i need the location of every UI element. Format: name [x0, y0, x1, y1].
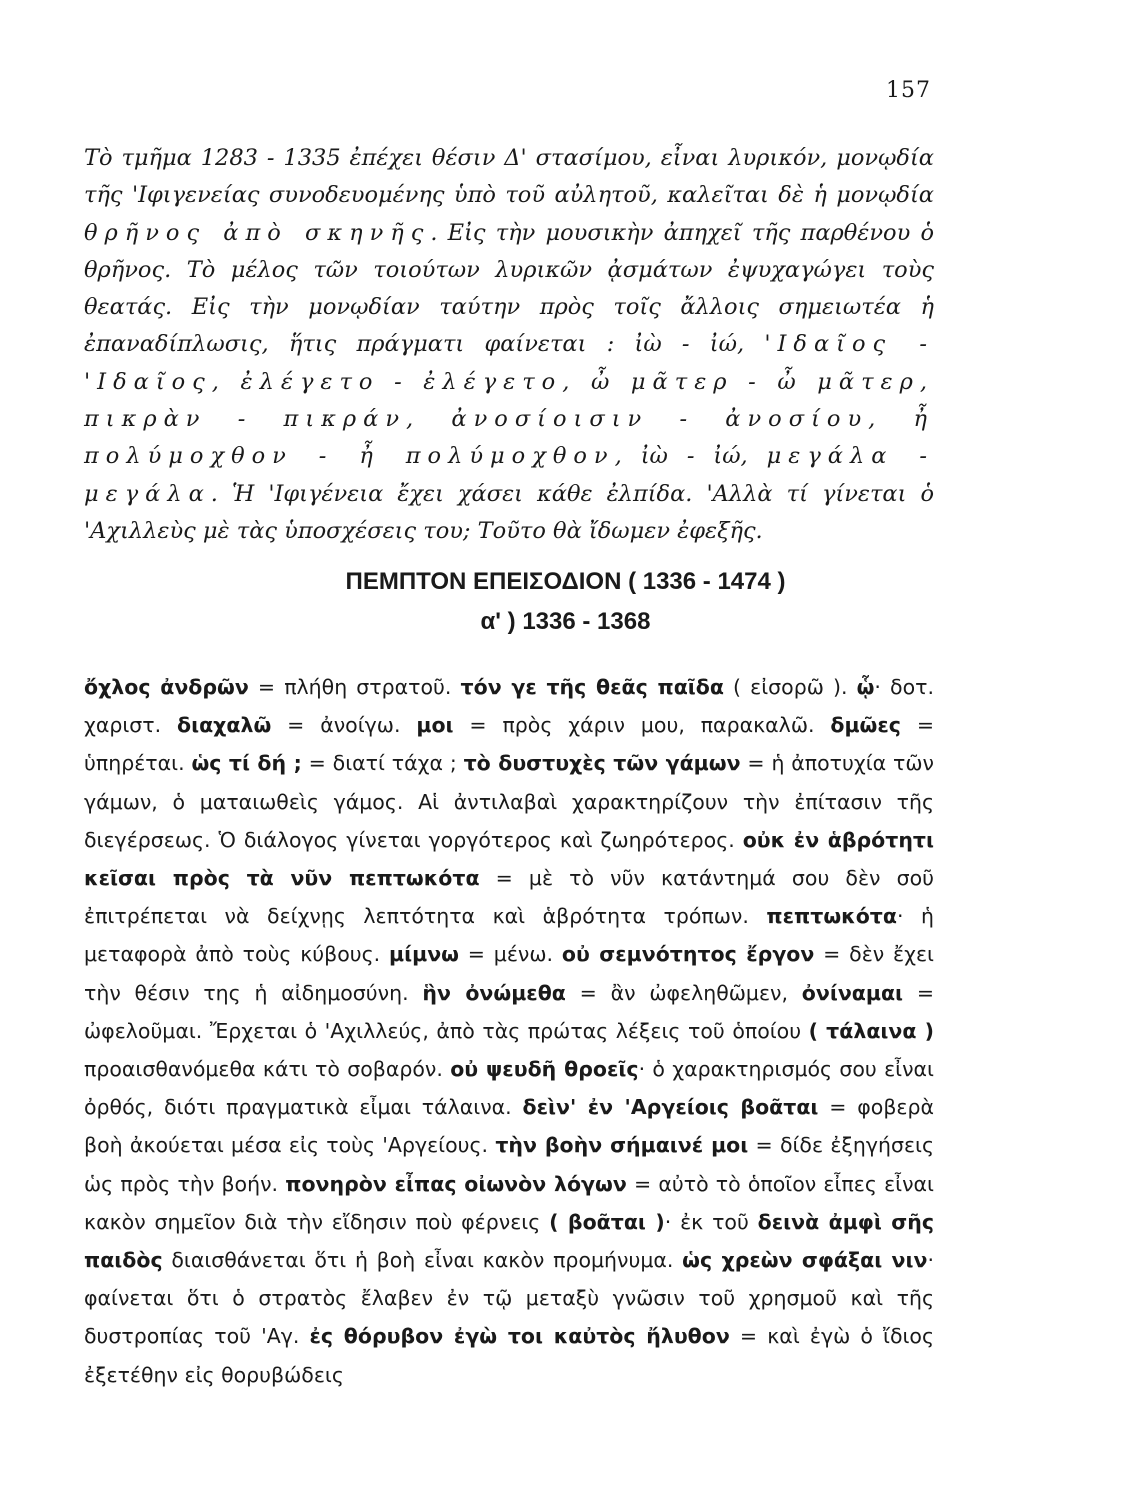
lemma-term: ὡς χρεὼν σφάξαι νιν: [682, 1248, 928, 1273]
gloss-text: · ὁ χαρακτηρισμός σου εἶναι ὀρθός, διότι πραγματικὰ εἶμαι τάλαινα.: [84, 1057, 934, 1120]
lemma-term: δμῶες: [830, 713, 901, 738]
section-subheading: α' ) 1336 - 1368: [480, 608, 651, 635]
gloss-text: = μένω.: [458, 942, 562, 967]
lemma-term: μοι: [416, 713, 454, 738]
lemma-term: πονηρὸν εἶπας οἰωνὸν λόγων: [285, 1171, 627, 1196]
gloss-text: ( εἰσορῶ ).: [723, 675, 857, 699]
intro-paragraph: [84, 140, 934, 550]
gloss-text: = ὑπηρέται.: [84, 713, 935, 776]
gloss-text: = αὐτὸ τὸ ὁποῖον εἶπες εἶναι κακὸν σημεῖον διὰ τὴν εἴδησιν ποὺ φέρνεις: [84, 1171, 934, 1234]
gloss-text: = πλήθη στρατοῦ.: [248, 675, 461, 699]
lemma-term: οὐ σεμνότητος ἔργον: [561, 942, 815, 967]
lemma-term: οὐκ ἐν ἁβρότητι κεῖσαι πρὸς τὰ νῦν πεπτωκότα: [84, 827, 935, 891]
gloss-text: = ὠφελοῦμαι. Ἔρχεται ὁ 'Αχιλλεύς, ἀπὸ τὰς πρώτας λέξεις τοῦ ὁποίου: [84, 980, 934, 1043]
gloss-text: = διατί τάχα ;: [301, 751, 464, 776]
gloss-text: = πρὸς χάριν μου, παρακαλῶ.: [453, 713, 831, 738]
lemma-term: ἣν ὀνώμεθα: [422, 980, 566, 1005]
lemma-term: τόν γε τῆς θεᾶς παῖδα: [460, 675, 724, 699]
lemma-term: ἐς θόρυβον ἐγὼ τοι καὐτὸς ἤλυθον: [309, 1324, 730, 1349]
gloss-text: = ἂν ὠφεληθῶμεν,: [565, 980, 802, 1005]
intro-text-4: . Ἡ 'Ιφιγένεια ἔχει χάσει κάθε ἐλπίδα. 'Αλλὰ τί γίνεται ὁ 'Αχιλλεὺς μὲ τὰς ὑποσχέσεις του; Τοῦτο θὰ ἴδωμεν ἐφεξῆς.: [84, 480, 934, 544]
intro-spaced-phrase-2: 'Ιδαῖος - 'Ιδαῖος, ἐλέγετο - ἐλέγετο, ὦ μᾶτερ - ὦ μᾶτερ, πικρὰν - πικράν, ἀνοσίοισιν - ἀνοσίου, ἦ πολύμοχθον - ἦ πολύμοχθον: [84, 331, 934, 470]
gloss-text: · ἐκ τοῦ: [664, 1209, 758, 1234]
intro-text-2: . Εἰς τὴν μουσικὴν ἀπηχεῖ τῆς παρθένου ὁ θρῆνος. Τὸ μέλος τῶν τοιούτων λυρικῶν ᾀσμάτων ἐψυχαγώγει τοὺς θεατάς. Εἰς τὴν μονῳδίαν ταύτην πρὸς τοῖς ἄλλοις σημειωτέα ἡ ἐπαναδίπλωσις, ἥτις πράγματι φαίνεται : ἰὼ - ἰώ,: [84, 219, 934, 358]
lemma-term: δεὶν' ἐν 'Αργείοις βοᾶται: [522, 1095, 819, 1120]
lemma-term: ( τάλαινα ): [808, 1018, 934, 1043]
page-number: 157: [886, 78, 931, 103]
commentary-paragraph: [84, 668, 934, 1394]
intro-spaced-phrase-1: θρῆνος ἀπὸ σκηνῆς: [84, 219, 431, 246]
lemma-term: διαχαλῶ: [177, 713, 272, 738]
lemma-term: πεπτωκότα: [766, 904, 897, 929]
lemma-term: ( βοᾶται ): [549, 1209, 665, 1234]
intro-text-1: Τὸ τμῆμα 1283 - 1335 ἐπέχει θέσιν Δ' στασίμου, εἶναι λυρικόν, μονῳδία τῆς 'Ιφιγενείας συνοδευομένης ὑπὸ τοῦ αὐλητοῦ, καλεῖται δὲ ἡ μονῳδία: [84, 145, 934, 209]
gloss-text: προαισθανόμεθα κάτι τὸ σοβαρόν.: [84, 1057, 451, 1082]
lemma-term: ᾧ: [856, 675, 875, 699]
intro-text-3: , ἰὼ - ἰώ,: [614, 443, 767, 470]
lemma-term: ὄχλος ἀνδρῶν: [84, 675, 249, 699]
gloss-text: = ἡ ἀποτυχία τῶν γάμων, ὁ ματαιωθεὶς γάμος. Αἱ ἀντιλαβαὶ χαρακτηρίζουν τὴν ἐπίτασιν τῆς διεγέρσεως. Ὁ διάλογος γίνεται γοργότερος καὶ ζωηρότερος.: [84, 751, 934, 852]
lemma-term: ὡς τί δή ;: [191, 751, 302, 776]
lemma-term: τὴν βοὴν σήμαινέ μοι: [495, 1133, 749, 1158]
lemma-term: τὸ δυστυχὲς τῶν γάμων: [463, 751, 741, 776]
gloss-text: · φαίνεται ὅτι ὁ στρατὸς ἔλαβεν ἐν τῷ μεταξὺ γνῶσιν τοῦ χρησμοῦ καὶ τῆς δυστροπίας τοῦ 'Αγ.: [84, 1248, 934, 1349]
gloss-text: · ἡ μεταφορὰ ἀπὸ τοὺς κύβους.: [84, 904, 935, 967]
lemma-term: ὀνίναμαι: [801, 980, 904, 1005]
gloss-text: = φοβερὰ βοὴ ἀκούεται μέσα εἰς τοὺς 'Αργείους.: [84, 1095, 935, 1158]
gloss-text: · δοτ. χαριστ.: [84, 675, 934, 738]
gloss-text: = δίδε ἐξηγήσεις ὡς πρὸς τὴν βοήν.: [84, 1133, 934, 1196]
gloss-text: = ἀνοίγω.: [271, 713, 417, 738]
gloss-text: = δὲν ἔχει τὴν θέσιν της ἡ αἰδημοσύνη.: [84, 942, 934, 1005]
lemma-term: μίμνω: [389, 942, 459, 967]
gloss-text: = καὶ ἐγὼ ὁ ἴδιος ἐξετέθην εἰς θορυβώδεις: [84, 1324, 934, 1387]
lemma-term: δεινὰ ἀμφὶ σῆς παιδὸς: [84, 1209, 934, 1273]
lemma-term: οὐ ψευδῆ θροεῖς: [450, 1057, 639, 1082]
gloss-text: διαισθάνεται ὅτι ἡ βοὴ εἶναι κακὸν προμήνυμα.: [162, 1248, 683, 1273]
gloss-text: = μὲ τὸ νῦν κατάντημά σου δὲν σοῦ ἐπιτρέπεται νὰ δείχνῃς λεπτότητα καὶ ἁβρότητα τρόπων.: [84, 866, 934, 929]
section-heading: ΠΕΜΠΤΟΝ ΕΠΕΙΣΟΔΙΟΝ ( 1336 - 1474 ): [345, 568, 786, 595]
intro-spaced-phrase-3: μεγάλα - μεγάλα: [84, 443, 934, 507]
